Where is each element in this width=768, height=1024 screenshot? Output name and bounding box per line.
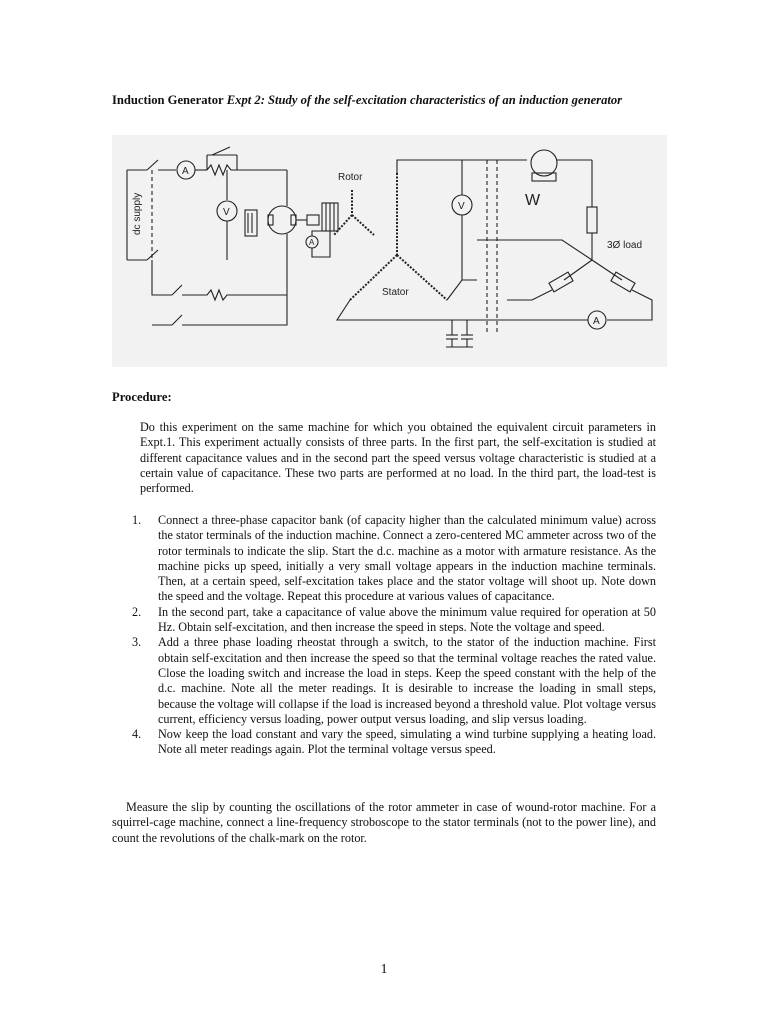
closing-paragraph: Measure the slip by counting the oscillations of the rotor ammeter in case of wound-rotor machine. For a squirrel-cage machine, connect a line-frequency stroboscope to the stator terminals (not to the power line), and count the revolutions of the chalk-mark on the rotor. bbox=[112, 800, 656, 845]
intro-paragraph: Do this experiment on the same machine for which you obtained the equivalent circuit parameters in Expt.1. This experiment actually consists of three parts. In the first part, the self-excitation is studied at different capacitance values and in the second part the speed versus voltage characteristic is studied at a certain value of capacitance. These two parts are performed at no load. In the third part, the load-test is performed. bbox=[140, 420, 656, 496]
list-item bbox=[112, 635, 656, 727]
step-text: Connect a three-phase capacitor bank (of capacity higher than the calculated minimum value) across the stator terminals of the induction machine. Connect a zero-centered MC ammeter across two of the rotor terminals to indicate the slip. Start the d.c. machine as a motor with armature resistance. As the machine picks up speed, initially a very small voltage appears in the induction machine terminals. Then, at a certain speed, self-excitation takes place and the stator voltage will shoot up. Note down the speed and the voltage. Repeat this procedure at various values of capacitance. bbox=[158, 513, 656, 604]
voltmeter-dc-label: V bbox=[223, 207, 230, 218]
load-label: 3Ø load bbox=[607, 240, 643, 251]
load-resistor-a bbox=[587, 207, 597, 233]
step-text: Add a three phase loading rheostat through a switch, to the stator of the induction machine. First obtain self-excitation and then increase the speed so that the terminal voltage reaches the rated value. Close the loading switch and increase the load in steps. Keep the speed constant with the help of the d.c. machine. Note all the meter readings. It is desirable to increase the loading in small steps, because the voltage will collapse if the load is increased beyond a threshold value. Plot voltage versus current, efficiency versus loading, power output versus loading, and slip versus loading. bbox=[158, 635, 656, 726]
title-lead: Induction Generator bbox=[112, 93, 224, 107]
load-resistor-b bbox=[549, 272, 573, 292]
list-item bbox=[112, 727, 656, 758]
rotor-label: Rotor bbox=[338, 172, 363, 183]
ammeter-rotor-label: A bbox=[309, 238, 315, 247]
list-item bbox=[112, 605, 656, 636]
circuit-diagram bbox=[112, 135, 667, 367]
wattmeter-coil bbox=[531, 150, 557, 176]
step-number: 3. bbox=[132, 635, 142, 650]
stator-label: Stator bbox=[382, 287, 409, 298]
rotor-winding-b bbox=[334, 215, 352, 235]
dc-machine bbox=[268, 206, 296, 234]
ammeter-dc-label: A bbox=[182, 166, 189, 177]
dc-supply-label: dc supply bbox=[132, 192, 143, 235]
ammeter-load-label: A bbox=[593, 316, 600, 327]
step-text: In the second part, take a capacitance of value above the minimum value required for operation at 50 Hz. Obtain self-excitation, and then increase the speed in steps. Note the voltage and speed. bbox=[158, 604, 656, 635]
voltmeter-stator-label: V bbox=[458, 201, 465, 212]
circuit-diagram-svg bbox=[112, 135, 667, 367]
load-resistor-c bbox=[611, 272, 635, 292]
step-text: Now keep the load constant and vary the speed, simulating a wind turbine supplying a heating load. Note all meter readings again. Plot the terminal voltage versus speed. bbox=[158, 727, 656, 757]
wattmeter-label: W bbox=[525, 192, 541, 209]
step-number: 2. bbox=[132, 604, 142, 619]
document-title bbox=[112, 93, 622, 108]
procedure-steps bbox=[112, 513, 656, 758]
title-subtitle: Expt 2: Study of the self-excitation characteristics of an induction generator bbox=[226, 93, 623, 107]
step-number: 4. bbox=[132, 727, 142, 742]
procedure-heading: Procedure: bbox=[112, 390, 172, 404]
page-number: 1 bbox=[380, 962, 388, 977]
step-number: 1. bbox=[132, 513, 142, 527]
rotor-winding-c bbox=[352, 215, 374, 235]
list-item bbox=[112, 513, 656, 605]
dc-field-winding bbox=[245, 210, 257, 236]
